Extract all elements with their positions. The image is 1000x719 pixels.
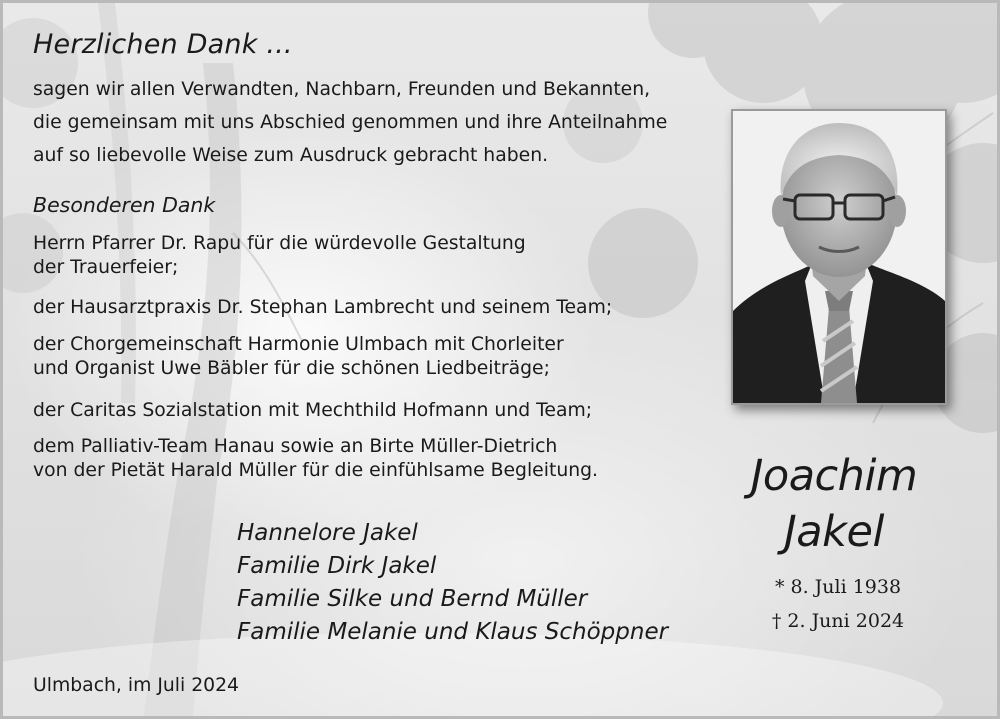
intro-line: sagen wir allen Verwandten, Nachbarn, Freunden und Bekannten, [33,79,651,100]
portrait-photo [731,109,947,405]
signatures [237,517,668,649]
signature-line: Familie Melanie und Klaus Schöppner [237,619,669,645]
thanks-line: und Organist Uwe Bäbler für die schönen Liedbeiträge; [33,358,550,379]
thanks-item [33,232,526,280]
intro-line: auf so liebevolle Weise zum Ausdruck gebracht haben. [33,145,549,166]
thanks-item [33,296,612,320]
thanks-item [33,399,592,423]
signature-line: Hannelore Jakel [237,520,418,546]
portrait-image [733,111,945,403]
thanks-line: der Caritas Sozialstation mit Mechthild Hofmann und Team; [33,400,593,421]
heading: Herzlichen Dank ... [33,29,293,60]
thanks-line: der Chorgemeinschaft Harmonie Ulmbach mit Chorleiter [33,334,564,355]
thanks-line: der Trauerfeier; [33,257,179,278]
thanks-line: dem Palliativ-Team Hanau sowie an Birte Müller-Dietrich [33,436,558,457]
intro-text [33,73,667,172]
signature-line: Familie Dirk Jakel [237,553,437,579]
birth-date: * 8. Juli 1938 [774,576,902,598]
signature-line: Familie Silke und Bernd Müller [237,586,588,612]
thanks-line: Herrn Pfarrer Dr. Rapu für die würdevolle Gestaltung [33,233,526,254]
special-thanks-heading: Besonderen Dank [33,193,216,217]
thanks-line: von der Pietät Harald Müller für die einfühlsame Begleitung. [33,460,599,481]
thanks-line: der Hausarztpraxis Dr. Stephan Lambrecht und seinem Team; [33,297,613,318]
deceased-last-name: Jakel [784,507,884,557]
thanks-item [33,435,598,483]
thanks-item [33,333,564,381]
deceased-first-name: Joachim [750,451,918,501]
place-date: Ulmbach, im Juli 2024 [33,675,239,696]
death-date: † 2. Juni 2024 [771,610,905,632]
intro-line: die gemeinsam mit uns Abschied genommen und ihre Anteilnahme [33,112,668,133]
